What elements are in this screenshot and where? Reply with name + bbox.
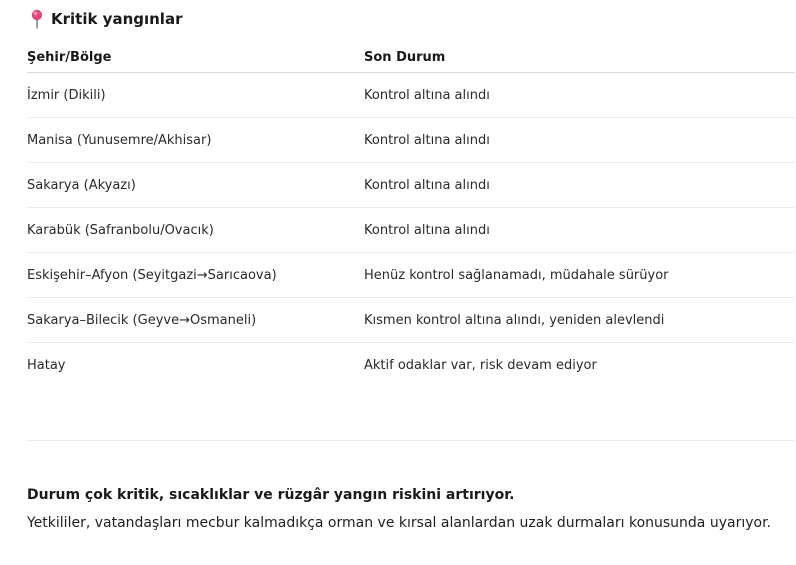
cell-status: Kısmen kontrol altına alındı, yeniden alevlendi [364,312,665,328]
cell-status: Kontrol altına alındı [364,222,490,238]
summary-body: Yetkililer, vatandaşları mecbur kalmadıkça orman ve kırsal alanlardan uzak durmaları konusunda uyarıyor. [27,515,771,531]
table-row [27,163,795,208]
table-header [27,42,795,73]
table-row [27,343,795,387]
cell-region: İzmir (Dikili) [27,87,106,103]
cell-status: Kontrol altına alındı [364,132,490,148]
fires-table [27,42,795,387]
table-row [27,73,795,118]
column-header-region: Şehir/Bölge [27,49,112,65]
cell-status: Henüz kontrol sağlanamadı, müdahale sürüyor [364,267,669,283]
cell-status: Kontrol altına alındı [364,177,490,193]
cell-region: Sakarya–Bilecik (Geyve→Osmaneli) [27,312,257,328]
cell-region: Eskişehir–Afyon (Seyitgazi→Sarıcaova) [27,267,277,283]
cell-region: Karabük (Safranbolu/Ovacık) [27,222,214,238]
cell-region: Sakarya (Akyazı) [27,177,136,193]
cell-status: Aktif odaklar var, risk devam ediyor [364,357,597,373]
section-heading [30,8,182,30]
column-header-status: Son Durum [364,49,446,65]
section-title: Kritik yangınlar [51,10,183,28]
table-row [27,118,795,163]
table-row [27,253,795,298]
cell-region: Hatay [27,357,66,373]
cell-region: Manisa (Yunusemre/Akhisar) [27,132,212,148]
pushpin-icon [30,9,44,29]
table-row [27,298,795,343]
table-row [27,208,795,253]
cell-status: Kontrol altına alındı [364,87,490,103]
summary-headline: Durum çok kritik, sıcaklıklar ve rüzgâr yangın riskini artırıyor. [27,487,515,503]
section-divider [27,440,795,441]
